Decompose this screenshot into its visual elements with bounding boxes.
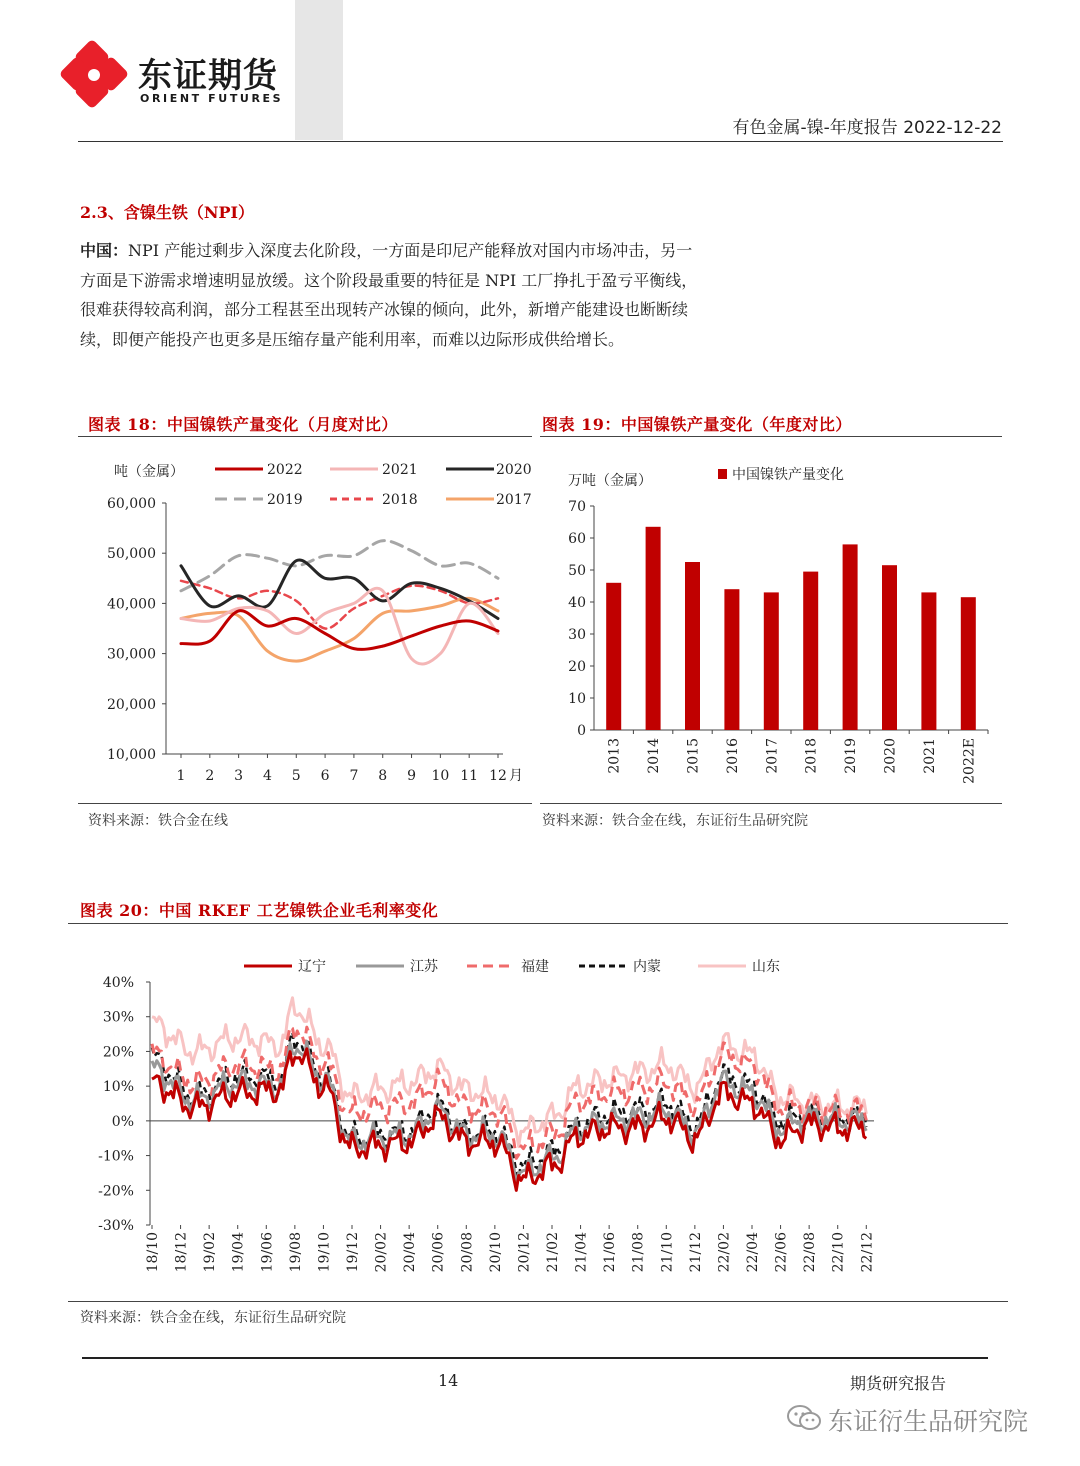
fig18-series-line-2020 [181, 560, 498, 619]
fig20-x-tick-label: 22/04 [745, 1232, 761, 1273]
fig18-title: 图表 18：中国镍铁产量变化（月度对比） [88, 415, 398, 434]
fig20-x-tick-label: 18/12 [173, 1232, 190, 1273]
fig19-x-tick-label: 2022E [961, 738, 978, 784]
section-title: 2.3、含镍生铁（NPI） [80, 203, 254, 222]
fig18-y-tick-label: 60,000 [107, 496, 156, 512]
fig19-y-tick-label: 0 [577, 723, 586, 739]
fig18-x-tick-label: 12 [489, 768, 507, 784]
fig19-x-tick-label: 2021 [921, 738, 938, 774]
fig18-legend-label-2019: 2019 [267, 492, 303, 508]
fig19-bottom-rule [540, 803, 1002, 804]
fig19-chart [540, 440, 1002, 800]
fig18-legend-label-2021: 2021 [382, 462, 418, 478]
fig20-x-tick-label: 22/02 [716, 1232, 733, 1273]
para-line-4: 续，即便产能投产也更多是压缩存量产能利用率，而难以边际形成供给增长。 [80, 329, 625, 349]
fig20-x-tick-label: 19/06 [259, 1232, 276, 1273]
orient-futures-logo-icon [60, 40, 130, 110]
fig18-x-tick-label: 9 [407, 768, 417, 784]
fig20-x-tick-label: 20/12 [516, 1232, 533, 1273]
fig20-title: 图表 20：中国 RKEF 工艺镍铁企业毛利率变化 [80, 901, 439, 920]
fig19-bar-2022E [961, 597, 976, 730]
fig19-bar-2019 [843, 544, 858, 730]
fig19-bar-2020 [882, 565, 897, 730]
fig19-x-tick-label: 2016 [724, 738, 741, 774]
fig18-x-tick-label: 10 [431, 768, 450, 784]
fig19-title: 图表 19：中国镍铁产量变化（年度对比） [542, 415, 852, 434]
fig20-chart [68, 926, 1008, 1298]
fig19-y-tick-label: 20 [568, 659, 586, 675]
fig19-x-tick-label: 2020 [882, 738, 899, 774]
fig20-x-tick-label: 21/12 [687, 1232, 704, 1273]
fig20-x-tick-label: 20/08 [459, 1232, 476, 1273]
fig19-legend-swatch [718, 469, 727, 479]
fig19-bar-2013 [606, 583, 621, 730]
fig20-y-tick-label: -30% [98, 1218, 134, 1234]
fig19-bar-2016 [724, 589, 739, 730]
para-line-1: 中国：NPI 产能过剩步入深度去化阶段，一方面是印尼产能释放对国内市场冲击，另一 [80, 241, 693, 260]
footer-rule [82, 1357, 988, 1359]
fig20-y-tick-label: -20% [98, 1183, 134, 1200]
fig19-y-tick-label: 60 [568, 531, 586, 547]
wechat-icon [786, 1404, 822, 1432]
fig19-x-tick-label: 2018 [803, 738, 820, 774]
header-rule [78, 141, 1003, 142]
fig18-legend-label-2022: 2022 [267, 462, 303, 478]
grey-bar [295, 0, 343, 140]
fig20-y-tick-label: 30% [102, 1009, 134, 1026]
fig19-y-tick-label: 30 [568, 627, 586, 643]
fig20-x-tick-label: 19/02 [202, 1232, 219, 1273]
fig20-legend-label-江苏: 江苏 [410, 959, 438, 975]
fig18-y-tick-label: 30,000 [107, 646, 156, 663]
fig19-bar-2015 [685, 562, 700, 730]
fig18-top-rule [78, 436, 532, 437]
fig20-x-tick-label: 22/10 [830, 1232, 847, 1273]
fig19-y-tick-label: 40 [568, 595, 586, 611]
fig20-bottom-rule [68, 1301, 1008, 1302]
fig18-series-line-2019 [181, 541, 498, 591]
fig20-y-tick-label: 10% [102, 1079, 134, 1096]
page-number: 14 [438, 1371, 459, 1390]
fig20-legend-label-内蒙: 内蒙 [633, 959, 661, 975]
fig20-x-tick-label: 21/10 [659, 1232, 676, 1273]
fig19-bar-2017 [764, 592, 779, 730]
report-title: 有色金属-镍-年度报告 2022-12-22 [732, 118, 1002, 138]
fig18-bottom-rule [78, 803, 532, 804]
fig18-y-tick-label: 40,000 [107, 596, 156, 613]
fig19-legend-label: 中国镍铁产量变化 [732, 467, 844, 483]
fig20-x-tick-label: 21/08 [630, 1232, 647, 1273]
footer-report-type: 期货研究报告 [850, 1374, 947, 1393]
fig20-legend-label-福建: 福建 [521, 959, 549, 975]
fig19-source: 资料来源：铁合金在线，东证衍生品研究院 [542, 813, 808, 829]
fig20-x-tick-label: 22/08 [802, 1232, 819, 1273]
fig18-x-axis-unit: 月 [509, 768, 523, 784]
fig18-x-tick-label: 5 [291, 768, 301, 784]
fig20-y-tick-label: 0% [111, 1113, 134, 1130]
fig19-bar-2014 [646, 527, 661, 730]
fig19-x-tick-label: 2017 [764, 738, 781, 774]
fig20-x-tick-label: 20/10 [487, 1232, 504, 1273]
fig18-y-tick-label: 50,000 [107, 546, 156, 563]
logo-text-en: ORIENT FUTURES [140, 92, 284, 105]
fig20-x-tick-label: 20/02 [373, 1232, 390, 1273]
fig18-legend-label-2017: 2017 [496, 492, 532, 508]
watermark-text: 东证衍生品研究院 [828, 1407, 1029, 1436]
fig20-x-tick-label: 22/12 [859, 1232, 876, 1273]
fig19-bar-2018 [803, 572, 818, 730]
fig20-x-tick-label: 21/06 [602, 1232, 619, 1273]
fig20-x-tick-label: 22/06 [773, 1232, 790, 1273]
fig19-x-tick-label: 2019 [843, 738, 860, 774]
fig18-x-tick-label: 8 [378, 768, 388, 784]
fig19-y-axis-label: 万吨（金属） [568, 473, 652, 489]
fig19-y-tick-label: 10 [568, 691, 586, 707]
fig19-y-tick-label: 50 [568, 563, 586, 579]
fig20-y-tick-label: -10% [98, 1148, 134, 1165]
fig18-chart [78, 440, 538, 800]
fig18-y-tick-label: 20,000 [107, 696, 156, 713]
fig20-x-tick-label: 21/04 [573, 1232, 590, 1273]
fig18-x-tick-label: 7 [349, 768, 359, 784]
fig20-y-tick-label: 20% [102, 1044, 134, 1061]
fig20-y-tick-label: 40% [102, 975, 134, 991]
fig20-x-tick-label: 20/04 [402, 1232, 419, 1273]
fig20-x-tick-label: 20/06 [430, 1232, 447, 1273]
fig18-legend-label-2018: 2018 [382, 492, 418, 508]
fig20-x-tick-label: 18/10 [145, 1232, 161, 1273]
section-paragraph [80, 236, 810, 354]
fig18-legend-label-2020: 2020 [496, 462, 532, 478]
fig20-source: 资料来源：铁合金在线，东证衍生品研究院 [80, 1310, 346, 1326]
para-line-3: 很难获得较高利润，部分工程甚至出现转产冰镍的倾向，此外，新增产能建设也断断续 [80, 300, 689, 319]
fig20-top-rule [68, 923, 1008, 924]
fig18-series-line-2022 [181, 611, 498, 650]
fig19-top-rule [540, 436, 1002, 437]
fig18-y-axis-label: 吨（金属） [114, 464, 184, 480]
fig19-bar-2021 [921, 592, 936, 730]
fig18-x-tick-label: 6 [320, 768, 330, 784]
fig20-x-tick-label: 21/02 [545, 1232, 561, 1273]
fig18-x-tick-label: 3 [234, 768, 244, 784]
para-line-2: 方面是下游需求增速明显放缓。这个阶段最重要的特征是 NPI 工厂挣扎于盈亏平衡线， [80, 270, 698, 290]
fig18-source: 资料来源：铁合金在线 [88, 813, 228, 829]
logo-text-cn: 东证期货 [138, 56, 278, 96]
fig19-x-tick-label: 2013 [606, 738, 623, 774]
fig18-y-tick-label: 10,000 [107, 747, 156, 763]
fig20-x-tick-label: 19/08 [287, 1232, 304, 1273]
fig18-x-tick-label: 4 [262, 768, 272, 784]
fig18-x-tick-label: 2 [205, 768, 215, 784]
fig20-legend-label-山东: 山东 [752, 959, 780, 975]
para-lead: 中国： [80, 241, 129, 260]
fig20-x-tick-label: 19/10 [316, 1232, 333, 1273]
fig18-x-tick-label: 11 [460, 768, 479, 784]
fig18-x-tick-label: 1 [176, 768, 186, 784]
fig19-x-tick-label: 2014 [646, 738, 663, 774]
fig19-x-tick-label: 2015 [685, 738, 702, 774]
fig20-x-tick-label: 19/12 [345, 1232, 361, 1273]
fig20-legend-label-辽宁: 辽宁 [298, 959, 326, 975]
fig20-x-tick-label: 19/04 [230, 1232, 247, 1273]
fig19-y-tick-label: 70 [568, 499, 586, 515]
